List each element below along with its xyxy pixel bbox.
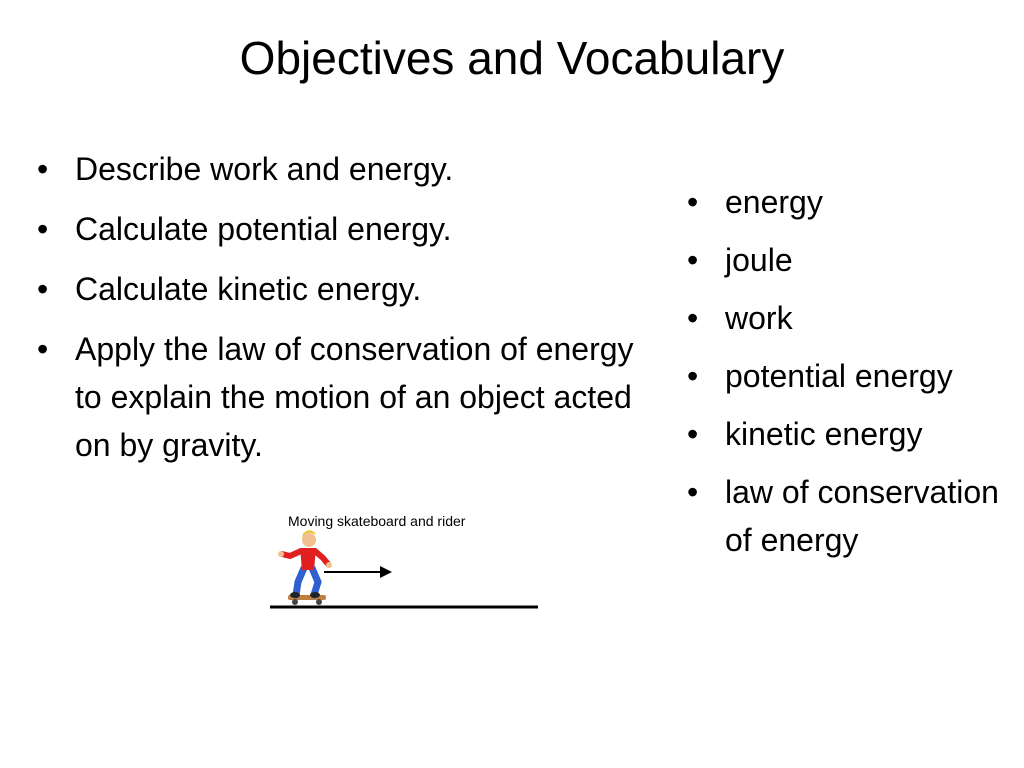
vocabulary-item: • work: [685, 294, 1015, 342]
vocabulary-item: • kinetic energy: [685, 410, 1015, 458]
rider-arm: [282, 551, 301, 556]
skateboard-wheel: [316, 599, 322, 605]
rider-head: [302, 533, 316, 547]
objectives-list: [35, 145, 635, 481]
objective-item: • Calculate potential energy.: [35, 205, 635, 253]
slide-title: Objectives and Vocabulary: [239, 32, 785, 84]
vocabulary-item: • potential energy: [685, 352, 1015, 400]
rider-shoe: [310, 592, 320, 598]
rider-arm: [315, 551, 328, 564]
vocabulary-list: [685, 178, 1015, 574]
skateboard-wheel: [292, 599, 298, 605]
vocabulary-item: • energy: [685, 178, 1015, 226]
objective-item: • Apply the law of conservation of energy to explain the motion of an object acted on by gravity.: [35, 325, 635, 469]
rider-shoe: [290, 592, 300, 598]
skateboard-figure: [268, 508, 543, 618]
figure-caption: Moving skateboard and rider: [288, 513, 466, 529]
rider-hand: [278, 551, 284, 557]
vocabulary-item: • joule: [685, 236, 1015, 284]
vocabulary-item: • law of conservation of energy: [685, 468, 1015, 564]
rider-leg: [296, 568, 304, 595]
rider-hand: [326, 562, 332, 568]
motion-arrow-head: [380, 566, 392, 578]
objective-item: • Describe work and energy.: [35, 145, 635, 193]
rider-leg: [312, 568, 318, 595]
objective-item: • Calculate kinetic energy.: [35, 265, 635, 313]
